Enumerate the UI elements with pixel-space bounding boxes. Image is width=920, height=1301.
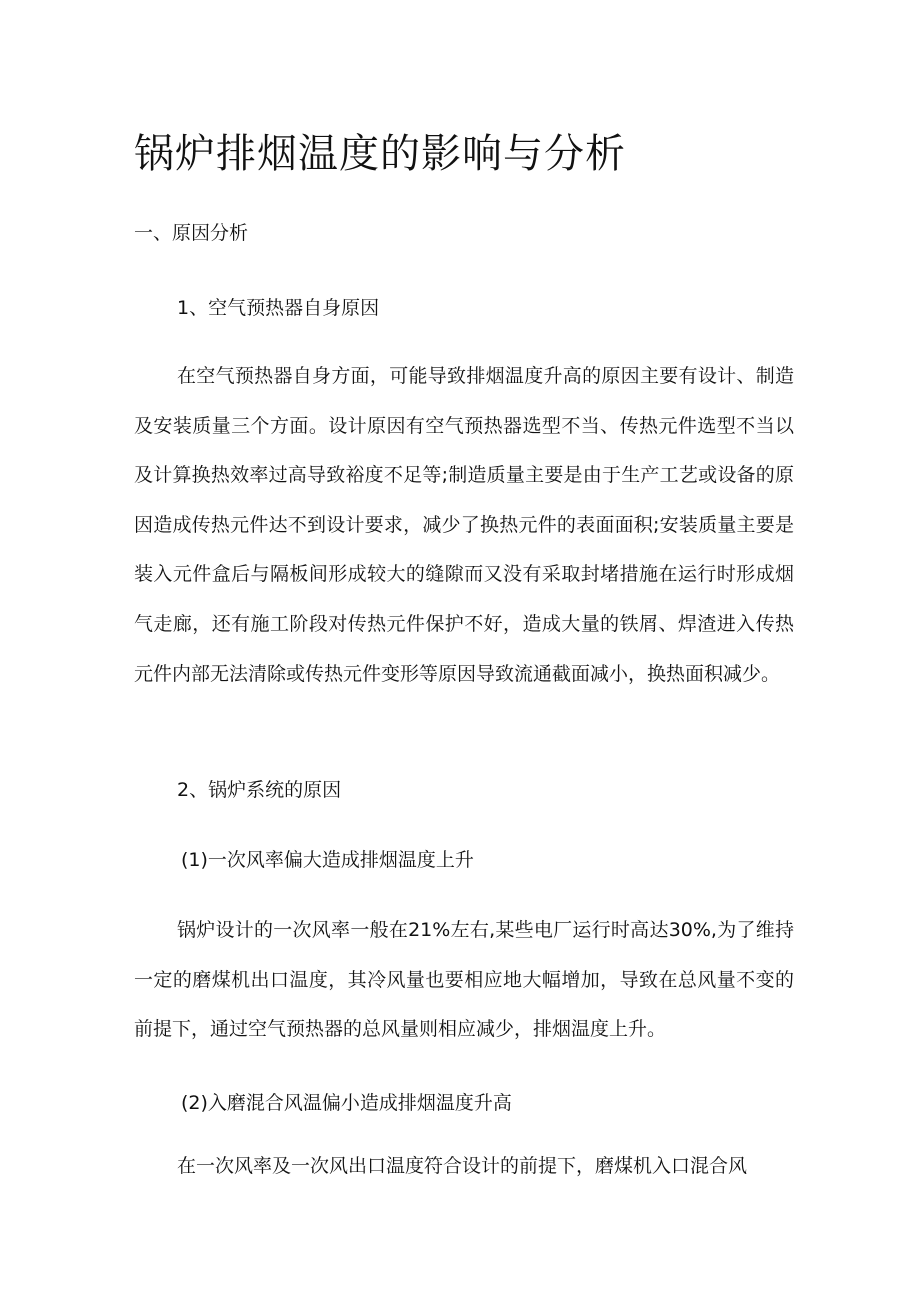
item-heading-primary-air-ratio: (1)一次风率偏大造成排烟温度上升	[181, 849, 474, 871]
paragraph-primary-air-ratio: 锅炉设计的一次风率一般在21%左右,某些电厂运行时高达30%,为了维持一定的磨煤机出口温度，其冷风量也要相应地大幅增加，导致在总风量不变的前提下，通过空气预热器的总风量则相应减少，排烟温度上升。	[134, 919, 794, 1041]
subsection-heading-air-preheater: 1、空气预热器自身原因	[177, 297, 380, 319]
paragraph-mill-inlet-temperature: 在一次风率及一次风出口温度符合设计的前提下，磨煤机入口混合风	[177, 1155, 748, 1177]
section-heading-cause-analysis: 一、原因分析	[134, 222, 249, 244]
paragraph-air-preheater: 在空气预热器自身方面，可能导致排烟温度升高的原因主要有设计、制造及安装质量三个方面。设计原因有空气预热器选型不当、传热元件选型不当以及计算换热效率过高导致裕度不足等;制造质量主要是由于生产工艺或设备的原因造成传热元件达不到设计要求，减少了换热元件的表面面积;安装质量主要是装入元件盒后与隔板间形成较大的缝隙而又没有采取封堵措施在运行时形成烟气走廊，还有施工阶段对传热元件保护不好，造成大量的铁屑、焊渣进入传热元件内部无法清除或传热元件变形等原因导致流通截面减小，换热面积减少。	[134, 365, 794, 685]
document-title: 锅炉排烟温度的影响与分析	[134, 131, 626, 177]
subsection-heading-boiler-system: 2、锅炉系统的原因	[177, 779, 342, 801]
item-heading-mill-inlet-temperature: (2)入磨混合风温偏小造成排烟温度升高	[181, 1092, 512, 1114]
